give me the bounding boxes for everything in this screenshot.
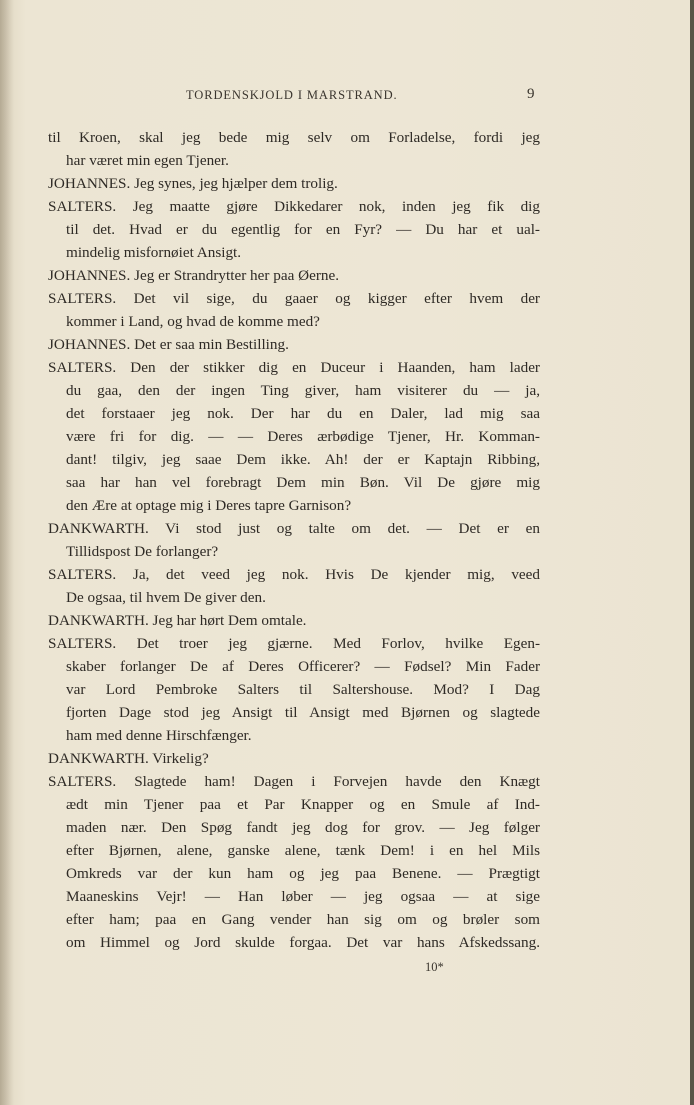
- speaker-line: SALTERS. Jeg maatte gjøre Dikkedarer nok, inden jeg fik dig: [48, 198, 540, 215]
- text-line: har været min egen Tjener.: [66, 152, 229, 169]
- text-line: den Ære at optage mig i Deres tapre Garnison?: [66, 497, 352, 514]
- text-line: De ogsaa, til hvem De giver den.: [66, 589, 266, 606]
- speaker-line: DANKWARTH. Jeg har hørt Dem omtale.: [48, 612, 307, 629]
- speaker-line: DANKWARTH. Virkelig?: [48, 750, 209, 767]
- text-line: om Himmel og Jord skulde forgaa. Det var hans Afskedssang.: [66, 934, 540, 951]
- text-line: ædt min Tjener paa et Par Knapper og en Smule af Ind-: [66, 796, 540, 813]
- speaker-line: JOHANNES. Jeg synes, jeg hjælper dem trolig.: [48, 175, 338, 192]
- page-edge: [690, 0, 694, 1105]
- speaker-line: JOHANNES. Jeg er Strandrytter her paa Øerne.: [48, 267, 340, 284]
- speaker-line: SALTERS. Det vil sige, du gaaer og kigger efter hvem der: [48, 290, 540, 307]
- speaker-line: SALTERS. Den der stikker dig en Duceur i Haanden, ham lader: [48, 359, 540, 376]
- text-line: ham med denne Hirschfænger.: [66, 727, 252, 744]
- speaker-line: SALTERS. Slagtede ham! Dagen i Forvejen havde den Knægt: [48, 773, 540, 790]
- text-line: var Lord Pembroke Salters til Saltershouse. Mod? I Dag: [66, 681, 540, 698]
- text-line: mindelig misfornøiet Ansigt.: [66, 244, 242, 261]
- speaker-line: SALTERS. Ja, det veed jeg nok. Hvis De kjender mig, veed: [48, 566, 540, 583]
- body-text: [48, 126, 540, 954]
- text-line: Maaneskins Vejr! — Han løber — jeg ogsaa — at sige: [66, 888, 540, 905]
- text-line: Omkreds var der kun ham og jeg paa Benene. — Prægtigt: [66, 865, 540, 882]
- spine-shadow: [0, 0, 14, 1105]
- text-line: saa har han vel forebragt Dem min Bøn. Vil De gjøre mig: [66, 474, 540, 491]
- text-line: efter ham; paa en Gang vender han sig om og brøler som: [66, 911, 540, 928]
- text-line: skaber forlanger De af Deres Officerer? — Fødsel? Min Fader: [66, 658, 540, 675]
- text-line: til Kroen, skal jeg bede mig selv om Forladelse, fordi jeg: [48, 129, 540, 146]
- text-line: fjorten Dage stod jeg Ansigt til Ansigt med Bjørnen og slagtede: [66, 704, 540, 721]
- running-title: TORDENSKJOLD I MARSTRAND.: [186, 88, 398, 102]
- speaker-line: JOHANNES. Det er saa min Bestilling.: [48, 336, 289, 353]
- text-line: Tillidspost De forlanger?: [66, 543, 219, 560]
- text-line: du gaa, den der ingen Ting giver, ham visiterer du — ja,: [66, 382, 540, 399]
- speaker-line: SALTERS. Det troer jeg gjærne. Med Forlov, hvilke Egen-: [48, 635, 540, 652]
- signature-mark: 10*: [425, 960, 444, 974]
- text-line: det forstaaer jeg nok. Der har du en Daler, lad mig saa: [66, 405, 540, 422]
- text-line: dant! tilgiv, jeg saae Dem ikke. Ah! der er Kaptajn Ribbing,: [66, 451, 540, 468]
- text-line: maden nær. Den Spøg fandt jeg dog for grov. — Jeg følger: [66, 819, 540, 836]
- text-line: kommer i Land, og hvad de komme med?: [66, 313, 320, 330]
- text-line: efter Bjørnen, alene, ganske alene, tænk Dem! i en hel Mils: [66, 842, 540, 859]
- text-line: være fri for dig. — — Deres ærbødige Tjener, Hr. Komman-: [66, 428, 540, 445]
- page-number: 9: [527, 86, 535, 102]
- text-line: til det. Hvad er du egentlig for en Fyr? — Du har et ual-: [66, 221, 540, 238]
- running-head: [0, 88, 694, 108]
- speaker-line: DANKWARTH. Vi stod just og talte om det. — Det er en: [48, 520, 540, 537]
